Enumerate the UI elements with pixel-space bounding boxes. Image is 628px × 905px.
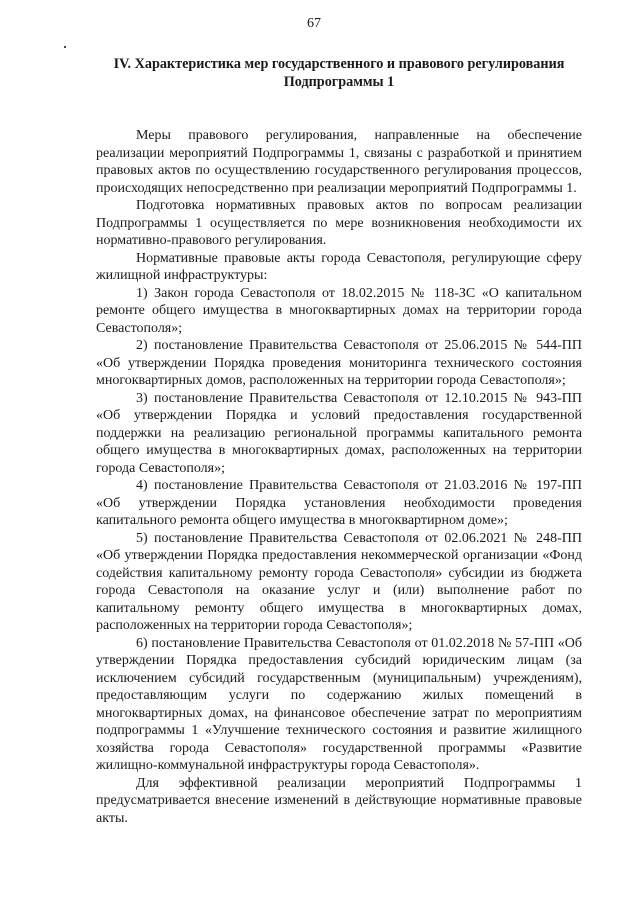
page-number: 67 (307, 16, 321, 31)
list-item-decree-943: 3) постановление Правительства Севастополя от 12.10.2015 № 943-ПП «Об утверждении Порядка и условий предоставления государственной поддержки на реализацию региональной программы капитального ремонта общего имущества в многоквартирных домах, расположенных на территории города Севастополя»; (96, 390, 582, 476)
paragraph-intro: Меры правового регулирования, направленные на обеспечение реализации мероприятий Подпрограммы 1, связаны с разработкой и принятием правовых актов по осуществлению государственного регулирования процессов, происходящих непосредственно при реализации мероприятий Подпрограммы 1. (96, 128, 582, 196)
section-heading (96, 55, 582, 91)
heading-line-1: IV. Характеристика мер государственного и правового регулирования (113, 56, 565, 72)
paragraph-preparation: Подготовка нормативных правовых актов по вопросам реализации Подпрограммы 1 осуществляется по мере возникновения необходимости их нормативно-правового регулирования. (96, 198, 582, 248)
list-item-decree-248: 5) постановление Правительства Севастополя от 02.06.2021 № 248-ПП «Об утверждении Порядка предоставления некоммерческой организации «Фонд содействия капитальному ремонту города Севастополя» субсидии из бюджета города Севастополя на оказание услуг и (или) выполнение работ по капитальному ремонту общего имущества в многоквартирных домах, расположенных на территории города Севастополя»; (96, 530, 582, 633)
document-body (96, 55, 582, 827)
list-item-decree-57: 6) постановление Правительства Севастополя от 01.02.2018 № 57-ПП «Об утверждении Порядка предоставления субсидий юридическим лицам (за исключением субсидий государственным (муниципальным) учреждениям), предоставляющим услуги по содержанию жилых помещений в многоквартирных домах, на финансовое обеспечение затрат по мероприятиям подпрограммы 1 «Улучшение технического состояния и развитие жилищного хозяйства города Севастополя» государственной программы «Развитие жилищно-коммунальной инфраструктуры города Севастополя». (96, 635, 582, 773)
paragraph-conclusion: Для эффективной реализации мероприятий Подпрограммы 1 предусматривается внесение изменений в действующие нормативные правовые акты. (96, 775, 582, 826)
list-item-decree-197: 4) постановление Правительства Севастополя от 21.03.2016 № 197-ПП «Об утверждении Порядка установления необходимости проведения капитального ремонта общего имущества в многоквартирном доме»; (96, 478, 582, 528)
list-item-law-118: 1) Закон города Севастополя от 18.02.2015 № 118-ЗС «О капитальном ремонте общего имущества в многоквартирных домах на территории города Севастополя»; (96, 285, 582, 336)
scan-speck (64, 46, 66, 48)
list-item-decree-544: 2) постановление Правительства Севастополя от 25.06.2015 № 544-ПП «Об утверждении Порядка проведения мониторинга технического состояния многоквартирных домов, расположенных на территории города Севастополя»; (96, 338, 582, 388)
paragraph-acts-list-intro: Нормативные правовые акты города Севастополя, регулирующие сферу жилищной инфраструктуры: (96, 250, 582, 283)
heading-line-2: Подпрограммы 1 (283, 74, 395, 90)
